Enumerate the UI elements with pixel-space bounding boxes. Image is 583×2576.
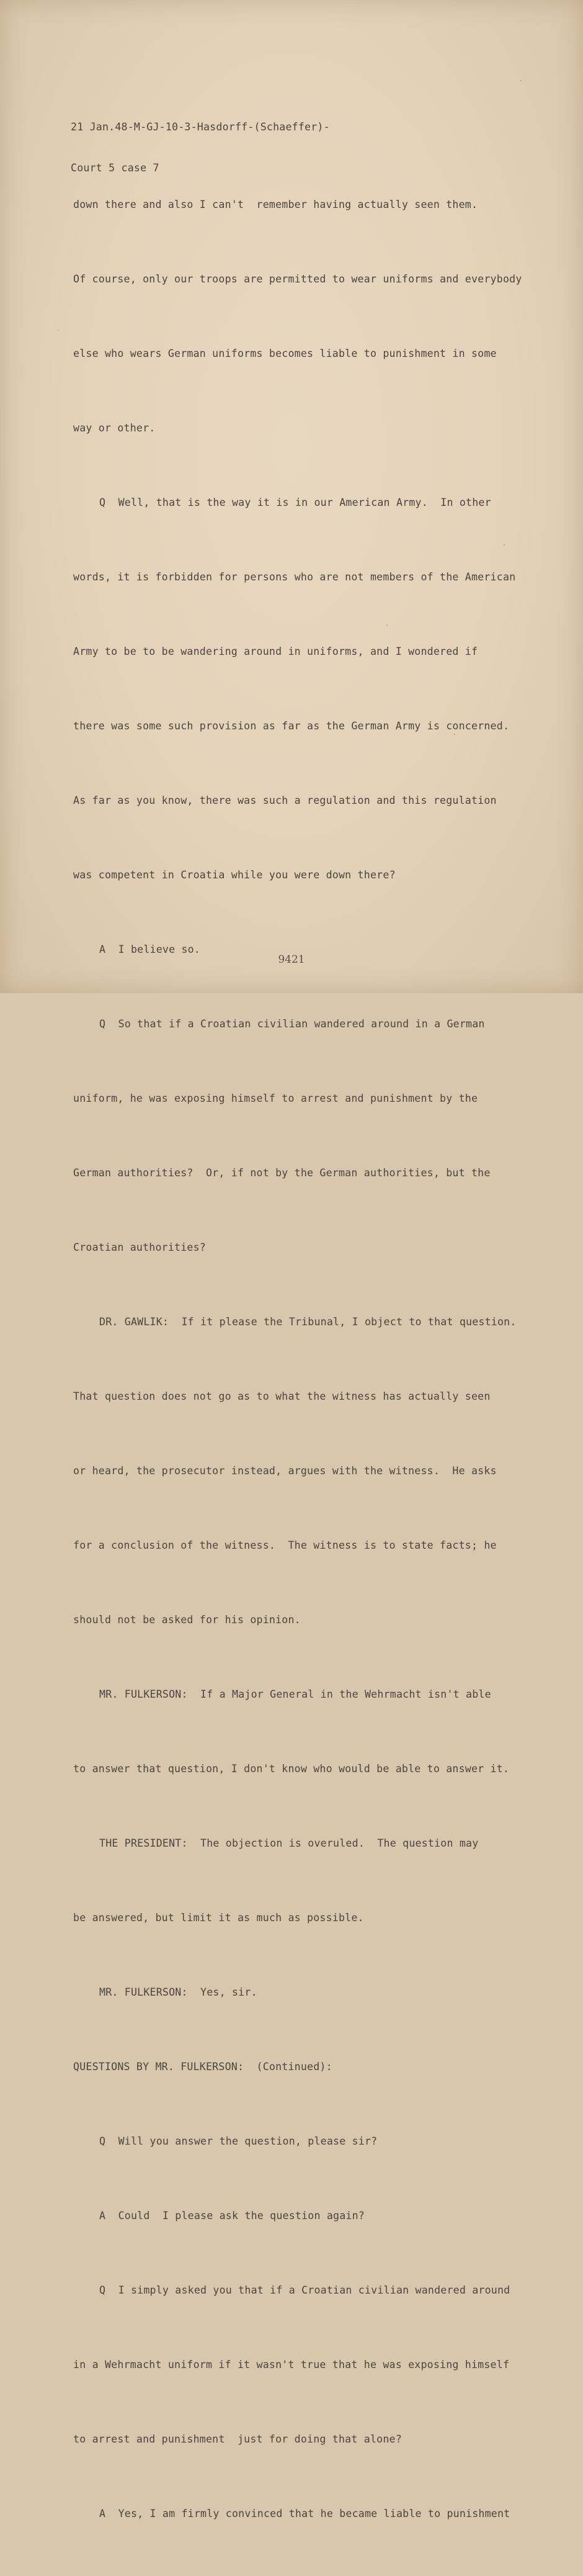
transcript-line: DR. GAWLIK: If it please the Tribunal, I object to that question. <box>99 1316 517 1328</box>
transcript-line: That question does not go as to what the witness has actually seen <box>73 1390 491 1402</box>
transcript-line: MR. FULKERSON: If a Major General in the Wehrmacht isn't able <box>99 1688 491 1700</box>
transcript-line: in a Wehrmacht uniform if it wasn't true that he was exposing himself <box>73 2359 510 2371</box>
transcript-line: Q I simply asked you that if a Croatian civilian wandered around <box>99 2284 510 2296</box>
transcript-line: Q Will you answer the question, please sir? <box>99 2135 378 2147</box>
transcript-line: A Could I please ask the question again? <box>99 2210 365 2222</box>
transcript-body <box>73 143 522 2576</box>
paper-speck <box>58 330 59 331</box>
transcript-line: Q Well, that is the way it is in our American Army. In other <box>99 497 491 508</box>
transcript-line: uniform, he was exposing himself to arrest and punishment by the <box>73 1092 478 1104</box>
transcript-line: to answer that question, I don't know who would be able to answer it. <box>73 1763 510 1775</box>
transcript-line: Of course, only our troops are permitted to wear uniforms and everybody <box>73 273 522 285</box>
transcript-line: words, it is forbidden for persons who are not members of the American <box>73 571 516 583</box>
transcript-line: A I believe so. <box>99 943 201 955</box>
transcript-line: QUESTIONS BY MR. FULKERSON: (Continued): <box>73 2061 332 2073</box>
transcript-line: down there and also I can't remember having actually seen them. <box>73 199 478 210</box>
transcript-line: Q So that if a Croatian civilian wandered around in a German <box>99 1018 485 1030</box>
transcript-line: MR. FULKERSON: Yes, sir. <box>99 1986 257 1998</box>
transcript-line: As far as you know, there was such a regulation and this regulation <box>73 795 497 806</box>
paper-speck <box>520 80 522 81</box>
transcript-line: there was some such provision as far as the German Army is concerned. <box>73 720 510 732</box>
transcript-line: for a conclusion of the witness. The witness is to state facts; he <box>73 1539 497 1551</box>
transcript-line: Army to be to be wandering around in uniforms, and I wondered if <box>73 646 478 657</box>
transcript-line: way or other. <box>73 422 156 434</box>
transcript-line: else who wears German uniforms becomes liable to punishment in some <box>73 348 497 359</box>
transcript-line: German authorities? Or, if not by the German authorities, but the <box>73 1167 491 1179</box>
transcript-line: should not be asked for his opinion. <box>73 1614 301 1626</box>
transcript-line: A Yes, I am firmly convinced that he became liable to punishment <box>99 2508 510 2520</box>
transcript-line: was competent in Croatia while you were down there? <box>73 869 396 881</box>
transcript-line: or heard, the prosecutor instead, argues with the witness. He asks <box>73 1465 497 1477</box>
paper-speck <box>386 624 388 626</box>
paper-speck <box>504 544 505 546</box>
page-number: 9421 <box>278 953 305 966</box>
header-case-reference: 21 Jan.48-M-GJ-10-3-Hasdorff-(Schaeffer)- <box>71 121 330 133</box>
transcript-line: Croatian authorities? <box>73 1241 206 1253</box>
transcript-line: be answered, but limit it as much as possible. <box>73 1912 364 1924</box>
transcript-line: to arrest and punishment just for doing that alone? <box>73 2433 402 2445</box>
paper-speck <box>454 734 455 735</box>
header-court-case: Court 5 case 7 <box>71 162 159 174</box>
transcript-line: THE PRESIDENT: The objection is overuled. The question may <box>99 1837 479 1849</box>
